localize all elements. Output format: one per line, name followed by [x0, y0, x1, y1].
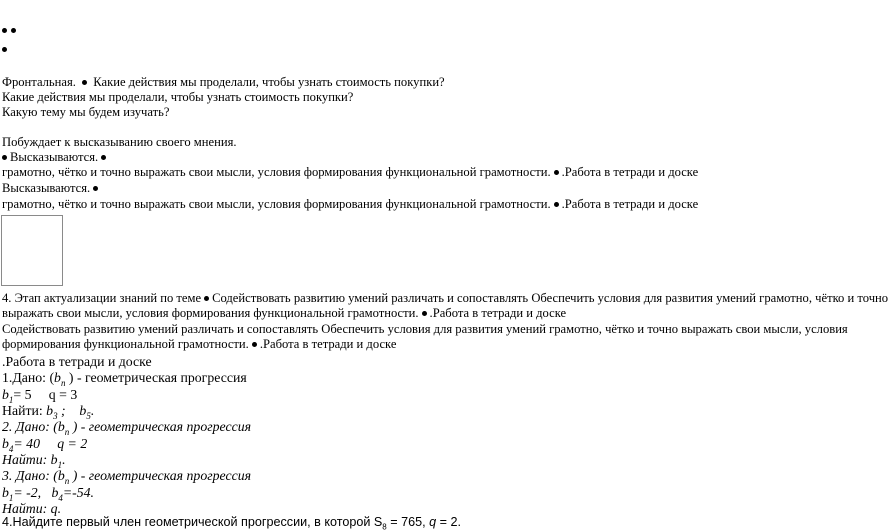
- line-question-2: Какие действия мы проделали, чтобы узнать стоимость покупки?: [2, 90, 354, 104]
- bullet-dot: [93, 186, 98, 191]
- bullet-dot: [11, 28, 16, 33]
- text-work: .Работа в тетради и доске: [429, 306, 567, 320]
- text: .: [62, 452, 66, 467]
- line-respond-2: [2, 182, 101, 195]
- line-literacy-2: [2, 198, 698, 211]
- text-work: .Работа в тетради и доске: [259, 337, 397, 351]
- var: b: [79, 403, 87, 418]
- line-goal-repeat-cont: [2, 338, 396, 351]
- text: = 2.: [436, 515, 461, 529]
- text: ) - геометрическая прогрессия: [65, 370, 247, 385]
- text: 2. Дано: (b: [2, 419, 65, 434]
- bullet-dot: [2, 155, 7, 160]
- sub: 1: [8, 492, 14, 503]
- task-3-title: [2, 469, 251, 486]
- var: b: [2, 387, 9, 402]
- text-question-1: Какие действия мы проделали, чтобы узнать стоимость покупки?: [93, 75, 445, 89]
- text: Найти:: [2, 403, 47, 418]
- line-stage-4: [2, 292, 888, 305]
- bullet-dot: [252, 342, 257, 347]
- text: ) - геометрическая прогрессия: [69, 468, 252, 483]
- image-placeholder: [1, 215, 63, 286]
- text-respond: Высказываются.: [2, 181, 91, 195]
- line-literacy-1: [2, 166, 698, 179]
- sub: n: [64, 426, 70, 437]
- text-work: .Работа в тетради и доске: [561, 165, 699, 179]
- sub: 3: [53, 410, 58, 421]
- text-respond: Высказываются.: [10, 150, 99, 164]
- bullet-dot: [2, 28, 7, 33]
- text: =-54.: [62, 485, 95, 500]
- sub: 8: [382, 522, 387, 532]
- var: b: [2, 436, 9, 451]
- var: b: [54, 370, 61, 385]
- text: 1.Дано: (: [2, 370, 55, 385]
- var: q: [429, 515, 437, 529]
- text: ) - геометрическая прогрессия: [69, 419, 252, 434]
- text: = -2, b: [13, 485, 59, 500]
- text: = 5 q = 3: [13, 387, 78, 402]
- text: 4.Найдите первый член геометрической прогрессии, в которой S: [2, 515, 383, 529]
- bullet-dot: [554, 202, 559, 207]
- sub: n: [64, 475, 70, 486]
- line-frontal: [2, 76, 445, 89]
- text: 3. Дано: (b: [2, 468, 65, 483]
- text: ;: [57, 403, 80, 418]
- text: Найти: b: [2, 452, 58, 467]
- line-work: .Работа в тетради и доске: [2, 354, 152, 369]
- task-1-title: [2, 371, 247, 388]
- sub: 4: [8, 443, 14, 454]
- var: b: [2, 485, 9, 500]
- bullet-dot: [82, 80, 87, 85]
- line-prompt: Побуждает к высказыванию своего мнения.: [2, 135, 237, 149]
- bullet-dot: [204, 296, 209, 301]
- bullet-dot: [422, 311, 427, 316]
- text-goal: Содействовать развитию умений различать и сопоставлять Обеспечить условия для развития умений грамотно, чётко и точно: [212, 291, 888, 305]
- text: = 765,: [386, 515, 430, 529]
- sub: 5: [86, 410, 91, 421]
- bullet-dot: [2, 47, 7, 52]
- text: .: [90, 403, 95, 418]
- task-2-title: [2, 420, 251, 437]
- task-3-find: Найти: q.: [2, 501, 62, 516]
- text-literacy: грамотно, чётко и точно выражать свои мысли, условия формирования функциональной грамотности.: [2, 197, 551, 211]
- text-literacy: грамотно, чётко и точно выражать свои мысли, условия формирования функциональной грамотности.: [2, 165, 551, 179]
- text-goal-cont: выражать свои мысли, условия формирования функциональной грамотности.: [2, 306, 419, 320]
- bullet-dot: [101, 155, 106, 160]
- sub: 4: [58, 492, 63, 503]
- line-question-3: Какую тему мы будем изучать?: [2, 105, 170, 119]
- text-goal-cont: формирования функциональной грамотности.: [2, 337, 249, 351]
- text-frontal: Фронтальная.: [2, 75, 76, 89]
- line-goal-repeat: Содействовать развитию умений различать и сопоставлять Обеспечить условия для развития умений грамотно, чётко и точно выражать свои мысли, условия: [2, 322, 848, 336]
- text-work: .Работа в тетради и доске: [561, 197, 699, 211]
- task-4: [2, 516, 461, 532]
- text: = 40 q = 2: [13, 436, 88, 451]
- var: b: [46, 403, 54, 418]
- line-stage-4-cont: [2, 307, 566, 320]
- line-respond: [2, 151, 109, 164]
- sub: 1: [57, 459, 63, 470]
- bullet-dot: [554, 170, 559, 175]
- text-stage: 4. Этап актуализации знаний по теме: [2, 291, 202, 305]
- sub: n: [60, 377, 66, 388]
- sub: 1: [8, 394, 14, 405]
